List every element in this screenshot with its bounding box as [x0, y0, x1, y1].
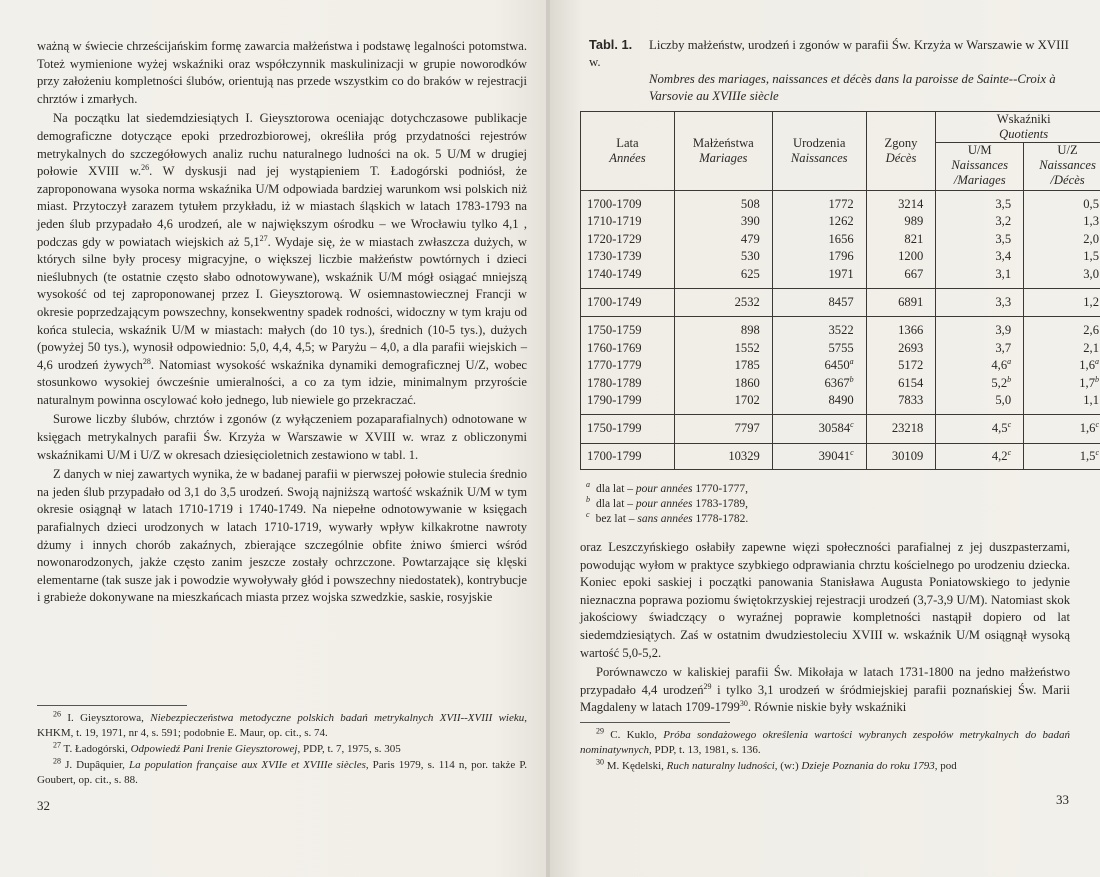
table-cell-m: 390 — [674, 213, 772, 230]
table-cell-lata: 1710-1719 — [581, 213, 675, 230]
table-note: $^c$ bez lat – sans années 1778-1782. — [586, 510, 749, 525]
table-cell-m: 625 — [674, 266, 772, 289]
table-row — [581, 375, 1100, 392]
table-cell-z: 30109 — [866, 443, 936, 469]
table-cell-lata: 1730-1739 — [581, 248, 675, 265]
table-cell-m: 898 — [674, 317, 772, 340]
table-cell-u: 30584$^c$ — [772, 415, 866, 443]
footnote-ref[interactable]: 26 — [141, 162, 150, 172]
table-cell-uz: 1,1 — [1024, 392, 1100, 415]
table-row — [581, 248, 1100, 265]
table-cell-m: 479 — [674, 231, 772, 248]
right-footnotes — [580, 728, 1070, 775]
table-cell-z: 5172 — [866, 357, 936, 374]
table-title-fr: Nombres des mariages, naissances et décès dans la paroisse de Sainte--Croix à Varsovie au XVIIIe siècle — [649, 72, 1056, 103]
table-row — [581, 317, 1100, 340]
table-cell-um: 3,5 — [936, 191, 1024, 214]
footnote-ref[interactable]: 29 — [703, 681, 712, 691]
table-row — [581, 415, 1100, 443]
table-cell-um: 3,1 — [936, 266, 1024, 289]
page-number: 33 — [1056, 792, 1069, 807]
paragraph: Porównawczo w kaliskiej parafii Św. Mikołaja w latach 1731-1800 na jedno małżeństwo przypadało 4,4 urodzeń$^{29}$ i tylko 3,1 urodzeń w śródmiejskiej parafii poznańskiej Św. Marii Magdaleny w latach 1709-1799$^{30}$. Równie niskie były wskaźniki — [580, 665, 1070, 715]
table-cell-uz: 2,1 — [1024, 340, 1100, 357]
table-cell-uz: 2,6 — [1024, 317, 1100, 340]
table-row — [581, 340, 1100, 357]
table-cell-u: 8490 — [772, 392, 866, 415]
table-body — [581, 191, 1100, 470]
header-wskazniki: Wskaźniki Quotients — [936, 112, 1100, 143]
table-cell-lata: 1770-1779 — [581, 357, 675, 374]
table-cell-z: 1366 — [866, 317, 936, 340]
table-row — [581, 443, 1100, 469]
header-malzenstwa: Małżeństwa Mariages — [674, 112, 772, 191]
table-cell-lata: 1700-1749 — [581, 289, 675, 317]
table-cell-m: 2532 — [674, 289, 772, 317]
table-row — [581, 266, 1100, 289]
table-row — [581, 289, 1100, 317]
table-cell-lata: 1750-1759 — [581, 317, 675, 340]
table-cell-um: 3,3 — [936, 289, 1024, 317]
table-label: Tabl. 1. — [589, 37, 633, 52]
table-title-pl: Liczby małżeństw, urodzeń i zgonów w parafii Św. Krzyża w Warszawie w XVIII w. — [589, 38, 1069, 69]
table-cell-uz: 1,5$^c$ — [1024, 443, 1100, 469]
table-cell-z: 6154 — [866, 375, 936, 392]
table-cell-m: 530 — [674, 248, 772, 265]
right-page — [550, 0, 1100, 877]
table-cell-z: 667 — [866, 266, 936, 289]
footnote: $^{27}$ T. Ładogórski, Odpowiedź Pani Irenie Gieysztorowej, PDP, t. 7, 1975, s. 305 — [53, 740, 401, 755]
table-cell-u: 8457 — [772, 289, 866, 317]
table-row — [581, 231, 1100, 248]
header-uz: U/Z Naissances /Décès — [1024, 143, 1100, 191]
table-cell-u: 5755 — [772, 340, 866, 357]
table-cell-uz: 1,3 — [1024, 213, 1100, 230]
footnote: $^{30}$ M. Kędelski, Ruch naturalny ludności, (w:) Dzieje Poznania do roku 1793, pod — [596, 757, 957, 772]
footnote-divider — [37, 705, 187, 706]
paragraph: oraz Leszczyńskiego osłabiły zapewne więzi społeczności parafialnej z jej duszpasterzami, powodując wyłom w praktyce szybkiego odprawiania chrztu kościelnego po urodzeniu dziecka. Koniec epoki saskiej i początki panowania Stanisława Augusta Poniatowskiego to jedynie nieznaczna poprawa poziomu świętokrzyskiej rejestracji urodzeń (3,7-3,9 U/M). Natomiast skok jakościowy świadczący o wyraźnej poprawie kompletności nastąpił dopiero od lat siedemdziesiątych. Zaś w ostatnim dwudziestoleciu XVIII w. wskaźnik U/M osiągnął wysoką wartość 5,0-5,2. — [580, 540, 1070, 660]
header-zgony: Zgony Décès — [866, 112, 936, 191]
table-cell-m: 10329 — [674, 443, 772, 469]
table-cell-um: 4,5$^c$ — [936, 415, 1024, 443]
table-cell-u: 6450$^a$ — [772, 357, 866, 374]
table-cell-um: 5,0 — [936, 392, 1024, 415]
table-cell-u: 1971 — [772, 266, 866, 289]
page-number: 32 — [37, 798, 50, 813]
table-cell-uz: 0,5 — [1024, 191, 1100, 214]
footnote: $^{28}$ J. Dupâquier, La population française aux XVIIe et XVIIIe siècles, Paris 1979, s. 114 n, por. także P. Goubert, op. cit., s. 88. — [37, 756, 527, 786]
table-row — [581, 392, 1100, 415]
table-cell-lata: 1700-1709 — [581, 191, 675, 214]
footnote-divider — [580, 722, 730, 723]
table-cell-m: 508 — [674, 191, 772, 214]
left-body-text — [37, 38, 527, 607]
table-cell-u: 1796 — [772, 248, 866, 265]
table-cell-z: 23218 — [866, 415, 936, 443]
table-cell-uz: 1,2 — [1024, 289, 1100, 317]
table-cell-z: 989 — [866, 213, 936, 230]
table-cell-lata: 1760-1769 — [581, 340, 675, 357]
paragraph: Na początku lat siedemdziesiątych I. Gieysztorowa oceniając dotychczasowe publikacje demograficzne dotyczące epoki przedrozbiorowej, określiła próg przydatności rejestrów metrykalnych do szczegółowych analiz ruchu naturalnego ludności na ok. 5 U/M w drugiej połowie XVIII w.$^{26}$. W dyskusji nad jej wystąpieniem T. Ładogórski podniósł, że zaproponowana wysoka norma wskaźnika U/M odpowiada bardziej warunkom wsi polskich niż miast. Przytoczył zarazem tytułem przykładu, iż w miastach śląskich w latach 1783-1793 na jeden ślub przypadało 4,6 urodzeń, ale w największym ośrodku – we Wrocławiu tylko 4,1 , podczas gdy w powiatach wiejskich aż $5,1^{27}$. Wydaje się, że w miastach zwłaszcza dużych, w których silne były procesy migracyjne, o większej liczbie małżeństw powtórnych i dzieci nieślubnych (te ostatnie często słabo odnotowywane), wskaźnik U/M mógł osiągać mniejszą wysokość od tej zaproponowanej przez I. Gieysztorową. W osiemnastowiecznej Francji w okresie poprzedzającym powszechny, konsekwentny spadek rodności, widoczny w tym kraju od końca stulecia, wskaźnik U/M w miastach: małych (do 10 tys.), średnich (10-5 tys.), dużych (powyżej 50 tys.), wynosił odpowiednio: 5,0, 4,4, 4,5; w Paryżu – 4,0, a dla parafii wiejskich – 4,6 urodzeń żywych$^{28}$. Natomiast wysokość wskaźnika dynamiki demograficznej U/Z, wobec stosunkowo wysokiej ówcześnie umieralności, a co za tym idzie, minimalnym przyroście naturalnym powinna oscylować koło jednego, lub niewiele go przekraczać. — [37, 111, 527, 407]
table-cell-u: 3522 — [772, 317, 866, 340]
footnote: $^{26}$ I. Gieysztorowa, Niebezpieczeństwa metodyczne polskich badań metrykalnych XVII--XVIII wieku, KHKM, t. 19, 1971, nr 4, s. 591; podobnie E. Maur, op. cit., s. 74. — [37, 709, 527, 739]
table-cell-uz: 1,7$^b$ — [1024, 375, 1100, 392]
table-cell-lata: 1700-1799 — [581, 443, 675, 469]
table-note: $^b$ dla lat – pour années 1783-1789, — [586, 495, 749, 510]
table-cell-m: 1702 — [674, 392, 772, 415]
table-cell-um: 3,4 — [936, 248, 1024, 265]
table-cell-u: 6367$^b$ — [772, 375, 866, 392]
table-notes — [586, 482, 748, 527]
header-lata: Lata Années — [581, 112, 675, 191]
table-cell-um: 3,9 — [936, 317, 1024, 340]
table-cell-lata: 1740-1749 — [581, 266, 675, 289]
table-cell-um: 3,2 — [936, 213, 1024, 230]
paragraph: Surowe liczby ślubów, chrztów i zgonów (z wyłączeniem pozaparafialnych) odnotowane w księgach metrykalnych parafii Św. Krzyża w Warszawie w XVIII w. wraz z obliczonymi wskaźnikami U/M i U/Z w okresach dziesięcioletnich zestawiono w tabl. 1. — [37, 412, 527, 462]
table-cell-uz: 1,6$^c$ — [1024, 415, 1100, 443]
table-cell-z: 2693 — [866, 340, 936, 357]
paragraph: ważną w świecie chrześcijańskim formę zawarcia małżeństwa i podstawę legalności potomstwa. Toteż wymienione wyżej wskaźniki oraz współczynnik maskulinizacji w grupie noworodków przy założeniu kompletności ślubów, orientują nas przede wszystkim co do braków w rejestracji chrztów i zmarłych. — [37, 39, 527, 106]
table-cell-lata: 1780-1789 — [581, 375, 675, 392]
table-row — [581, 357, 1100, 374]
paragraph: Z danych w niej zawartych wynika, że w badanej parafii w pierwszej połowie stulecia średnio na jeden ślub przypadało od 3,1 do 3,5 urodzeń. Swoją najniższą wartość wskaźnik U/M w tym okresie osiągnął w latach 1710-1719 i 1740-1749. Na niepełne odnotowywanie w księgach parafialnych dzieci urodzonych w latach 1710-1719, wywarły wpływ kilkakrotne nawroty dżumy i innych chorób zakaźnych, zbierające szczególnie obfite żniwo śmierci wśród nowonarodzonych, jakże często zanim jeszcze zostały ochrzczone. Powtarzające się klęski elementarne (tak susze jak i powodzie wywoływały głód i powszechny niedostatek), kontrybucje i grabieże dokonywane na mieszkańcach miasta przez wojska szwedzkie, saskie, rosyjskie — [37, 467, 527, 605]
table-cell-z: 7833 — [866, 392, 936, 415]
table-cell-u: 1262 — [772, 213, 866, 230]
table-cell-um: 5,2$^b$ — [936, 375, 1024, 392]
header-um: U/M Naissances /Mariages — [936, 143, 1024, 191]
table-cell-um: 4,2$^c$ — [936, 443, 1024, 469]
table-cell-m: 7797 — [674, 415, 772, 443]
table-cell-z: 1200 — [866, 248, 936, 265]
table-cell-z: 3214 — [866, 191, 936, 214]
header-urodzenia: Urodzenia Naissances — [772, 112, 866, 191]
table-row — [581, 213, 1100, 230]
table-cell-lata: 1720-1729 — [581, 231, 675, 248]
table-row — [581, 191, 1100, 214]
table-cell-um: 4,6$^a$ — [936, 357, 1024, 374]
table-cell-u: 1656 — [772, 231, 866, 248]
table-cell-lata: 1750-1799 — [581, 415, 675, 443]
left-footnotes — [37, 711, 527, 789]
table-cell-u: 1772 — [772, 191, 866, 214]
table-cell-m: 1552 — [674, 340, 772, 357]
table-cell-u: 39041$^c$ — [772, 443, 866, 469]
table-cell-z: 821 — [866, 231, 936, 248]
footnote-ref[interactable]: 27 — [259, 233, 268, 243]
table-cell-uz: 3,0 — [1024, 266, 1100, 289]
table-cell-m: 1860 — [674, 375, 772, 392]
right-body-text — [580, 539, 1070, 717]
footnote: $^{29}$ C. Kuklo, Próba sondażowego określenia wartości wybranych zespołów metrykalnych do badań nominatywnych, PDP, t. 13, 1981, s. 136. — [580, 726, 1070, 756]
table-caption — [589, 36, 1069, 105]
data-table — [580, 111, 1100, 470]
table-cell-z: 6891 — [866, 289, 936, 317]
table-cell-um: 3,5 — [936, 231, 1024, 248]
table-cell-uz: 1,6$^a$ — [1024, 357, 1100, 374]
table-note: $^a$ dla lat – pour années 1770-1777, — [586, 480, 749, 495]
table-cell-um: 3,7 — [936, 340, 1024, 357]
footnote-ref[interactable]: 30 — [739, 699, 748, 709]
table-cell-lata: 1790-1799 — [581, 392, 675, 415]
table-cell-m: 1785 — [674, 357, 772, 374]
footnote-ref[interactable]: 28 — [142, 356, 151, 366]
table-cell-uz: 2,0 — [1024, 231, 1100, 248]
table-cell-uz: 1,5 — [1024, 248, 1100, 265]
